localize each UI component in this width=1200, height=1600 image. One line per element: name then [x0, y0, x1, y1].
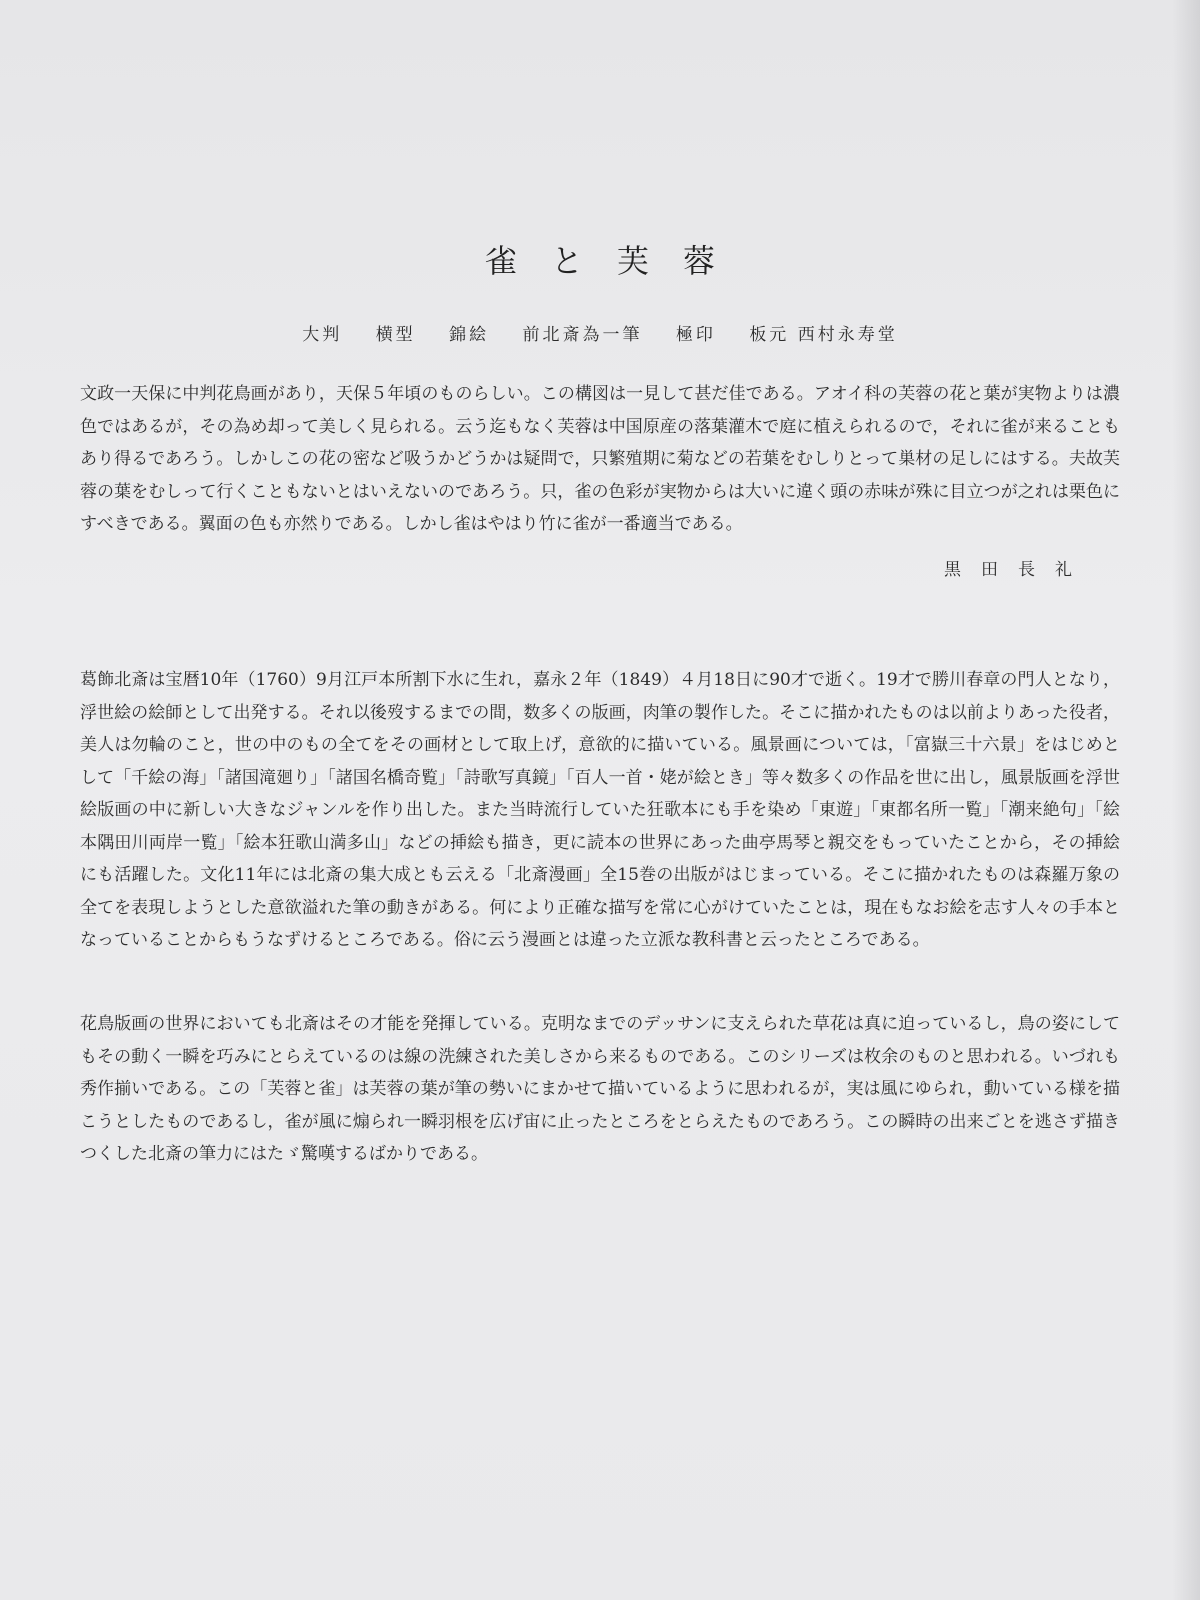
flower-bird-paragraph: 花鳥版画の世界においても北斎はその才能を発揮している。克明なまでのデッサンに支えられた草花は真に迫っているし，鳥の姿にしてもその動く一瞬を巧みにとらえているのは線の洗練された美しさから来るものである。このシリーズは枚余のものと思われる。いづれも秀作揃いである。この「芙蓉と雀」は芙蓉の葉が筆の勢いにまかせて描いているように思われるが，実は風にゆられ，動いている様を描こうとしたものであるし，雀が風に煽られ一瞬羽根を広げ宙に止ったところをとらえたものであろう。この瞬時の出来ごとを逃さず描きつくした北斎の筆力にはたゞ驚嘆するばかりである。 [80, 1014, 1120, 1164]
meta-size: 大判 [302, 325, 343, 345]
commentary-paragraph: 文政一天保に中判花鳥画があり，天保５年頃のものらしい。この構図は一見して甚だ佳である。アオイ科の芙蓉の花と葉が実物よりは濃色ではあるが，その為め却って美しく見られる。云う迄もなく芙蓉は中国原産の落葉灌木で庭に植えられるので，それに雀が来ることもあり得るであろう。しかしこの花の密など吸うかどうかは疑問で，只繁殖期に菊などの若葉をむしりとって巣材の足しにはする。夫故芙蓉の葉をむしって行くこともないとはいえないのであろう。只，雀の色彩が実物からは大いに違く頭の赤味が殊に目立つが之れは栗色にすべきである。翼面の色も亦然りである。しかし雀はやはり竹に雀が一番適当である。 [80, 384, 1120, 534]
meta-format: 横型 [375, 325, 416, 345]
meta-type: 錦絵 [449, 325, 490, 345]
biography-paragraph: 葛飾北斎は宝暦10年（1760）9月江戸本所割下水に生れ，嘉永２年（1849）４月18日に90才で逝く。19才で勝川春章の門人となり，浮世絵の絵師として出発する。それ以後歿するまでの間，数多くの版画，肉筆の製作した。そこに描かれたものは以前よりあった役者，美人は勿輪のこと，世の中のもの全てをその画材として取上げ，意欲的に描いている。風景画については，「富嶽三十六景」をはじめとして「千絵の海」「諸国滝廻り」「諸国名橋奇覧」「詩歌写真鏡」「百人一首・姥が絵とき」等々数多くの作品を世に出し，風景版画を浮世絵版画の中に新しい大きなジャンルを作り出した。また当時流行していた狂歌本にも手を染め「東遊」「東都名所一覧」「潮来絶句」「絵本隅田川両岸一覧」「絵本狂歌山満多山」などの挿絵も描き，更に読本の世界にあった曲亭馬琴と親交をもっていたことから，その挿絵にも活躍した。文化11年には北斎の集大成とも云える「北斎漫画」全15巻の出版がはじまっている。そこに描かれたものは森羅万象の全てを表現しようとした意欲溢れた筆の動きがある。何により正確な描写を常に心がけていたことは，現在もなお絵を志す人々の手本となっていることからもうなずけるところである。俗に云う漫画とは違った立派な教科書と云ったところである。 [80, 670, 1120, 950]
meta-seal: 極印 [675, 325, 716, 345]
print-details [0, 320, 1200, 345]
page-title: 雀と芙蓉 [484, 242, 749, 280]
meta-publisher: 板元 西村永寿堂 [749, 325, 898, 345]
commentary-author: 黒田長礼 [944, 560, 1092, 580]
meta-artist: 前北斎為一筆 [522, 325, 643, 345]
